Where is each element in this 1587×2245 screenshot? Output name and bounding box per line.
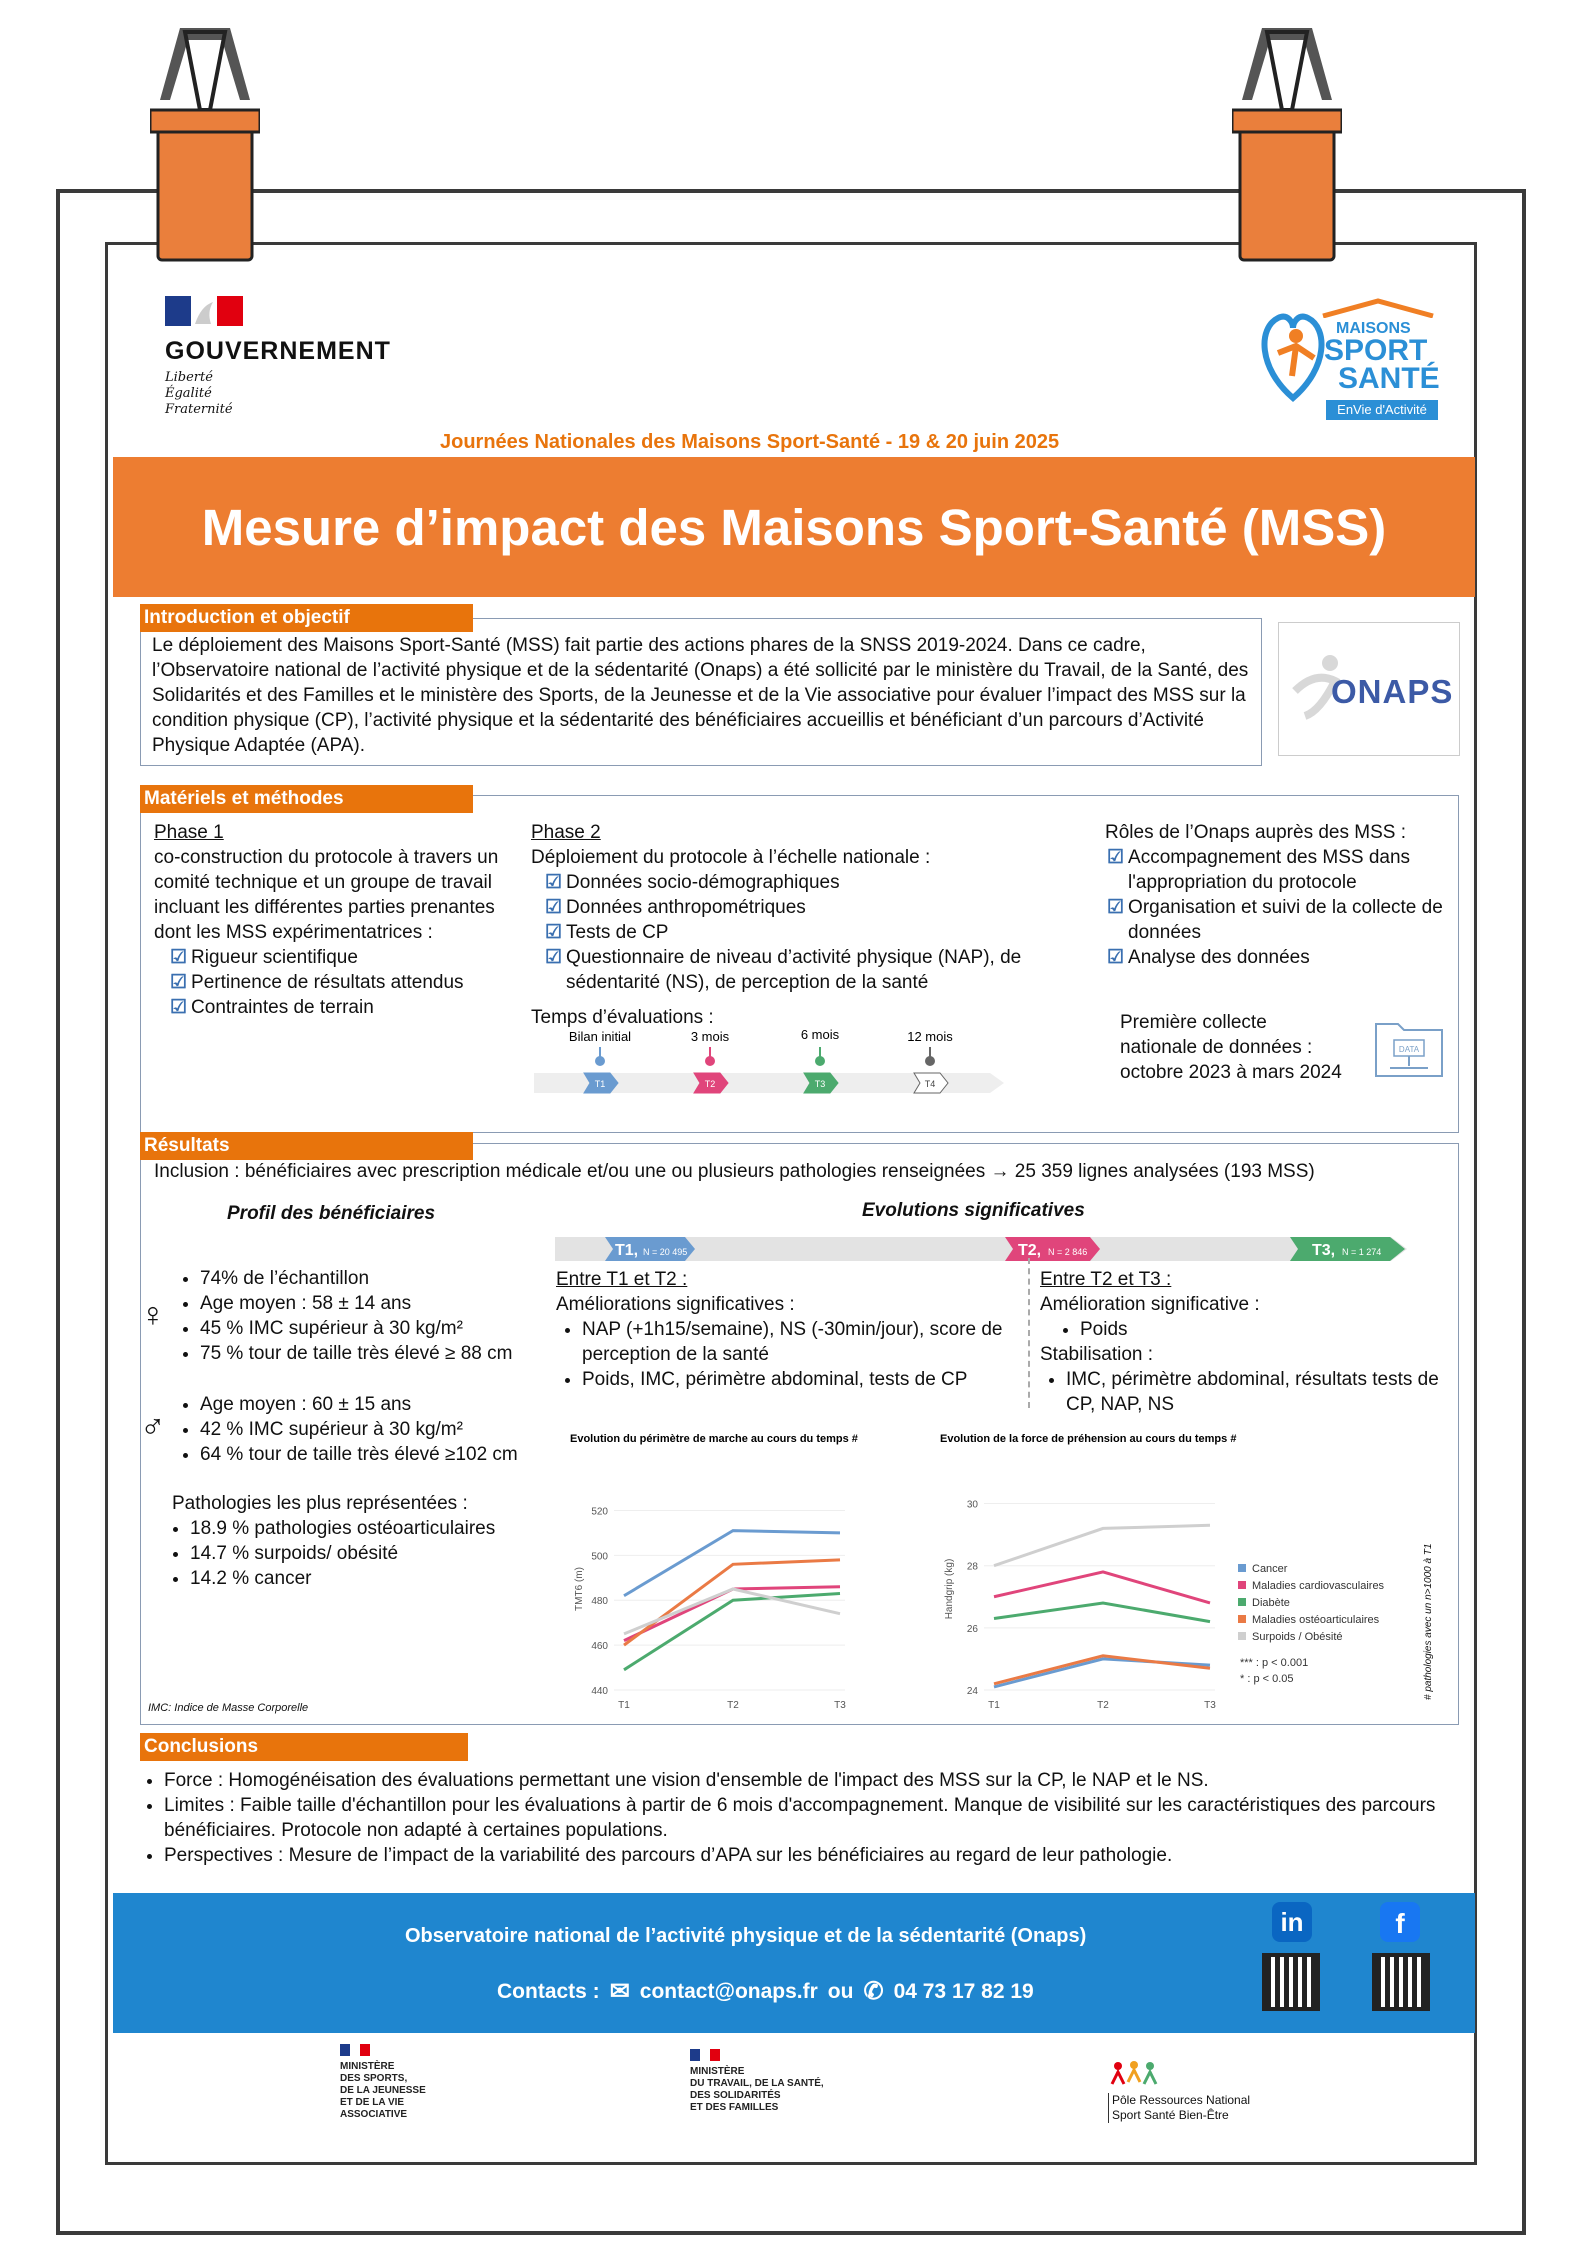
check-icon: ☑	[545, 947, 563, 968]
check-icon: ☑	[545, 922, 563, 943]
pole-line: Pôle Ressources National	[1112, 2093, 1251, 2107]
ministry-line: ASSOCIATIVE	[340, 2109, 408, 2120]
list-item: • Perspectives : Mesure de l’impact de la variabilité des parcours d’APA sur les bénéficiaires au regard de leur pathologie.	[164, 1843, 1484, 1868]
legend-label: Diabète	[1252, 1597, 1290, 1609]
svg-text:N = 2 846: N = 2 846	[1048, 1247, 1088, 1257]
y-tick-label: 30	[966, 1499, 978, 1511]
conclusions-heading: Conclusions	[140, 1733, 468, 1761]
x-tick-label: T1	[618, 1700, 630, 1711]
y-axis-label: Handgrip (kg)	[944, 1558, 955, 1620]
svg-text:T3,: T3,	[1312, 1242, 1336, 1259]
female-list	[170, 1266, 580, 1366]
list-item: • NAP (+1h15/semaine), NS (-30min/jour), score de perception de la santé	[582, 1317, 1026, 1367]
t2t3-block	[1040, 1267, 1450, 1417]
linkedin-icon[interactable]: in	[1272, 1902, 1312, 1942]
ministry-line: ET DES FAMILLES	[690, 2102, 779, 2113]
y-tick-label: 520	[591, 1506, 608, 1518]
list-item: • Poids	[1080, 1317, 1450, 1342]
y-tick-label: 26	[966, 1623, 978, 1635]
legend-label: Cancer	[1252, 1563, 1288, 1575]
svg-text:T1,: T1,	[615, 1242, 639, 1259]
timeline-dot	[815, 1056, 825, 1066]
phase2-item: ☑ Tests de CP	[545, 922, 669, 943]
chart-title: Evolution du périmètre de marche au cours du temps #	[570, 1433, 858, 1445]
x-tick-label: T2	[727, 1700, 739, 1711]
phone-icon: ✆	[863, 1978, 884, 2005]
mss-logo	[1258, 298, 1442, 428]
conclusions-list	[142, 1768, 1484, 1868]
collecte-line3: octobre 2023 à mars 2024	[1120, 1062, 1342, 1083]
series-line	[994, 1603, 1210, 1622]
list-item: • Poids, IMC, périmètre abdominal, tests de CP	[582, 1367, 1026, 1392]
results-heading: Résultats	[140, 1132, 473, 1160]
data-folder-icon	[1370, 1010, 1448, 1082]
mss-tagline: EnVie d'Activité	[1326, 400, 1438, 420]
list-item: • 74% de l’échantillon	[200, 1266, 580, 1291]
ministry-line: DU TRAVAIL, DE LA SANTÉ,	[690, 2078, 824, 2089]
list-item: • IMC, périmètre abdominal, résultats tests de CP, NAP, NS	[1066, 1367, 1450, 1417]
walking-chart	[560, 1428, 870, 1718]
list-item: • 14.2 % cancer	[190, 1566, 570, 1591]
footer-org: Observatoire national de l’activité physique et de la sédentarité (Onaps)	[405, 1925, 1087, 1947]
legend-swatch	[1238, 1632, 1246, 1640]
svg-text:N = 20 495: N = 20 495	[643, 1247, 688, 1257]
contact-email-link[interactable]: contact@onaps.fr	[639, 1979, 818, 2003]
linkedin-qr-code[interactable]	[1262, 1953, 1320, 2011]
timeline-dot	[925, 1056, 935, 1066]
gov-motto-3: Fraternité	[165, 402, 233, 417]
check-icon: ☑	[170, 972, 188, 993]
imc-note: IMC: Indice de Masse Corporelle	[148, 1702, 309, 1714]
phase1-item: ☑ Pertinence de résultats attendus	[170, 972, 464, 993]
title-banner	[113, 457, 1475, 597]
timeline	[530, 1025, 1020, 1095]
check-icon: ☑	[170, 947, 188, 968]
legend-label: Maladies cardiovasculaires	[1252, 1580, 1385, 1592]
legend-swatch	[1238, 1581, 1246, 1589]
list-item: • 18.9 % pathologies ostéoarticulaires	[190, 1516, 570, 1541]
male-list	[170, 1392, 580, 1467]
y-tick-label: 24	[966, 1686, 978, 1697]
contact-ou: ou	[827, 1979, 854, 2003]
svg-text:T2,: T2,	[1018, 1242, 1042, 1259]
check-icon: ☑	[170, 997, 188, 1018]
check-icon: ☑	[545, 897, 563, 918]
ministry-line: MINISTÈRE	[340, 2061, 395, 2072]
y-tick-label: 440	[591, 1686, 608, 1697]
y-tick-label: 500	[591, 1551, 608, 1563]
list-item: • 14.7 % surpoids/ obésité	[190, 1541, 570, 1566]
phase1-block	[154, 820, 529, 1020]
pole-ressources-logo	[1108, 2060, 1250, 2123]
gov-title: GOUVERNEMENT	[165, 337, 391, 365]
legend-swatch	[1238, 1598, 1246, 1606]
ministry-sports-logo	[340, 2043, 426, 2121]
contacts-label: Contacts :	[497, 1979, 600, 2003]
legend-label: Maladies ostéoarticulaires	[1252, 1614, 1380, 1626]
side-note: # pathologies avec un n>1000 à T1	[1423, 1543, 1434, 1700]
contact-phone-link[interactable]: 04 73 17 82 19	[893, 1979, 1034, 2003]
divider	[1028, 1258, 1030, 1408]
inclusion-text: Inclusion : bénéficiaires avec prescription médicale et/ou une ou plusieurs pathologies renseignées → 25 359 lignes analysées (193 MSS)	[154, 1161, 1315, 1182]
pole-figures-icon	[1108, 2060, 1160, 2088]
phase1-item: ☑ Contraintes de terrain	[170, 997, 374, 1018]
binder-clip-right	[1232, 20, 1342, 280]
mail-icon: ✉	[609, 1978, 630, 2005]
profile-title: Profil des bénéficiaires	[227, 1203, 436, 1224]
phase1-item: ☑ Rigueur scientifique	[170, 947, 358, 968]
phase1-title: Phase 1	[154, 822, 224, 843]
x-tick-label: T3	[834, 1700, 846, 1711]
evol-title: Evolutions significatives	[862, 1200, 1085, 1221]
phase2-block	[531, 820, 1061, 995]
timeline-tag-label: T2	[704, 1079, 716, 1089]
mss-line3: SANTÉ	[1338, 362, 1440, 395]
legend-swatch	[1238, 1615, 1246, 1623]
list-item: • Limites : Faible taille d'échantillon pour les évaluations à partir de 6 mois d'accompagnement. Manque de visibilité sur les caractéristiques des parcours bénéficiaires. Protocole non adapté à certaines populations.	[164, 1793, 1484, 1843]
flag-icon	[690, 2049, 720, 2061]
ministry-line: DES SOLIDARITÉS	[690, 2090, 781, 2101]
list-item: • Age moyen : 58 ± 14 ans	[200, 1291, 580, 1316]
ministry-line: DES SPORTS,	[340, 2073, 408, 2084]
collecte-line2: nationale de données :	[1120, 1037, 1313, 1058]
svg-text:DATA: DATA	[1398, 1045, 1420, 1054]
significance-label: * : p < 0.05	[1240, 1673, 1294, 1685]
ministry-line: ET DE LA VIE	[340, 2097, 405, 2108]
timeline-dot	[595, 1056, 605, 1066]
government-logo	[165, 296, 391, 418]
gov-motto-2: Égalité	[165, 386, 212, 401]
y-tick-label: 480	[591, 1596, 608, 1608]
facebook-qr-code[interactable]	[1372, 1953, 1430, 2011]
check-icon: ☑	[545, 872, 563, 893]
timeline-label: 6 mois	[800, 1027, 840, 1042]
y-tick-label: 460	[591, 1641, 608, 1653]
list-item: • Age moyen : 60 ± 15 ans	[200, 1392, 580, 1417]
intro-heading: Introduction et objectif	[140, 604, 473, 632]
onaps-logo	[1278, 622, 1460, 756]
legend-swatch	[1238, 1564, 1246, 1572]
svg-text:N = 1 274: N = 1 274	[1342, 1247, 1382, 1257]
y-axis-label: TMT6 (m)	[574, 1567, 585, 1611]
t2t3-sub2: Stabilisation :	[1040, 1344, 1154, 1365]
collecte-line1: Première collecte	[1120, 1012, 1267, 1033]
t2t3-title: Entre T2 et T3 :	[1040, 1269, 1172, 1290]
ministry-travail-logo	[690, 2048, 824, 2114]
timeline-dot	[705, 1056, 715, 1066]
check-icon: ☑	[1107, 947, 1125, 968]
significance-label: *** : p < 0.001	[1240, 1657, 1309, 1669]
binder-clip-left	[150, 20, 260, 280]
pole-line: Sport Santé Bien-Être	[1112, 2108, 1229, 2122]
flag-icon	[340, 2044, 370, 2056]
mss-line2: SPORT	[1324, 334, 1428, 367]
event-title: Journées Nationales des Maisons Sport-Santé - 19 & 20 juin 2025	[440, 431, 1060, 453]
handgrip-chart	[930, 1428, 1410, 1718]
x-tick-label: T2	[1097, 1700, 1109, 1711]
timeline-label: 12 mois	[907, 1029, 953, 1044]
timeline-title: Temps d’évaluations :	[531, 1007, 714, 1028]
timeline-label: 3 mois	[690, 1029, 730, 1044]
series-line	[994, 1525, 1210, 1565]
collecte-block	[1120, 1010, 1370, 1085]
mss-line1: MAISONS	[1336, 320, 1411, 337]
marianne-flag-icon	[165, 296, 245, 326]
list-item: • 42 % IMC supérieur à 30 kg/m²	[200, 1417, 580, 1442]
t1t2-block	[556, 1267, 1026, 1392]
t1t2-title: Entre T1 et T2 :	[556, 1269, 688, 1290]
series-line	[994, 1572, 1210, 1603]
onaps-logo-text: ONAPS	[1331, 673, 1454, 710]
mss-roof-icon	[1318, 298, 1438, 318]
chart-title: Evolution de la force de préhension au cours du temps #	[940, 1433, 1237, 1445]
list-item: • 45 % IMC supérieur à 30 kg/m²	[200, 1316, 580, 1341]
x-tick-label: T1	[988, 1700, 1000, 1711]
phase2-item: ☑ Données anthropométriques	[545, 897, 806, 918]
t2t3-sub: Amélioration significative :	[1040, 1294, 1260, 1315]
timeline-tag-label: T4	[924, 1079, 936, 1089]
methods-heading: Matériels et méthodes	[140, 785, 473, 813]
female-icon: ♀	[140, 1296, 166, 1334]
ministry-line: MINISTÈRE	[690, 2066, 745, 2077]
roles-block	[1105, 820, 1450, 970]
check-icon: ☑	[1107, 897, 1125, 918]
phase2-title: Phase 2	[531, 822, 601, 843]
gov-motto-1: Liberté	[165, 370, 213, 385]
page-title: Mesure d’impact des Maisons Sport-Santé (MSS)	[201, 498, 1387, 556]
roles-item: ☑ Accompagnement des MSS dans l'appropriation du protocole	[1107, 847, 1411, 893]
intro-text: Le déploiement des Maisons Sport-Santé (MSS) fait partie des actions phares de la SNSS 2019-2024. Dans ce cadre, l’Observatoire national de l’activité physique et de la sédentarité (Onaps) a été sollicité par le ministère du Travail, de la Santé, des Solidarités et des Familles et le ministère des Sports, de la Jeunesse et de la Vie associative pour évaluer l’impact des MSS sur la condition physique (CP), l’activité physique et la sédentarité des bénéficiaires accueillis et bénéficiant d’un parcours d’Activité Physique Adaptée (APA).	[152, 635, 1249, 756]
t1t2-sub: Améliorations significatives :	[556, 1294, 795, 1315]
timeline-tag-label: T3	[814, 1079, 826, 1089]
phase2-text: Déploiement du protocole à l’échelle nationale :	[531, 847, 931, 868]
timeline-label: Bilan initial	[568, 1029, 632, 1044]
ministry-line: DE LA JEUNESSE	[340, 2085, 426, 2096]
list-item: • 64 % tour de taille très élevé ≥102 cm	[200, 1442, 580, 1467]
facebook-icon[interactable]: f	[1380, 1902, 1420, 1942]
check-icon: ☑	[1107, 847, 1125, 868]
patho-title: Pathologies les plus représentées :	[172, 1493, 468, 1514]
phase1-text: co-construction du protocole à travers un comité technique et un groupe de travail incluant les différentes parties prenantes dont les MSS expérimentatrices :	[154, 847, 499, 943]
patho-list	[160, 1516, 570, 1591]
list-item: • 75 % tour de taille très élevé ≥ 88 cm	[200, 1341, 580, 1366]
evolution-arrow	[555, 1233, 1425, 1265]
x-tick-label: T3	[1204, 1700, 1216, 1711]
footer-contacts	[497, 1977, 1034, 2006]
roles-title: Rôles de l’Onaps auprès des MSS :	[1105, 822, 1406, 843]
phase2-item: ☑ Données socio-démographiques	[545, 872, 840, 893]
list-item: • Force : Homogénéisation des évaluations permettant une vision d'ensemble de l'impact des MSS sur la CP, le NAP et le NS.	[164, 1768, 1484, 1793]
phase2-item: ☑ Questionnaire de niveau d’activité physique (NAP), de sédentarité (NS), de perception de la santé	[545, 947, 1022, 993]
male-icon: ♂	[140, 1408, 166, 1446]
y-tick-label: 28	[966, 1561, 978, 1573]
roles-item: ☑ Analyse des données	[1107, 947, 1310, 968]
legend-label: Surpoids / Obésité	[1252, 1631, 1343, 1643]
roles-item: ☑ Organisation et suivi de la collecte de données	[1107, 897, 1443, 943]
timeline-tag-label: T1	[594, 1079, 606, 1089]
